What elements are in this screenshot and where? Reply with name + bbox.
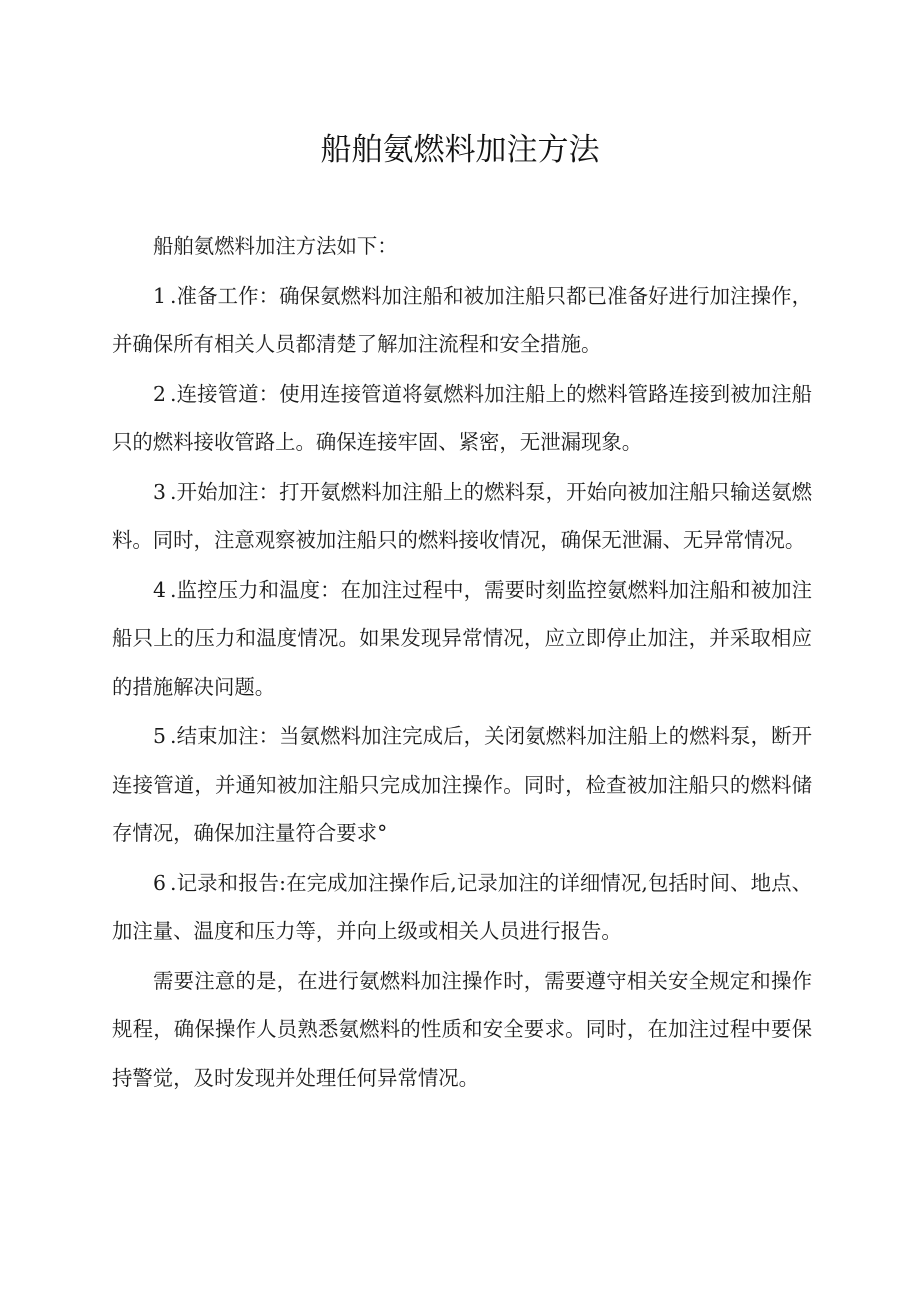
step-number: 3 [153, 479, 166, 504]
step-paragraph-6 [112, 859, 812, 956]
document-title: 船舶氨燃料加注方法 [320, 132, 600, 168]
step-paragraph-5 [112, 712, 812, 858]
intro-paragraph: 船舶氨燃料加注方法如下： [153, 234, 398, 258]
step-number: 2 [153, 381, 166, 406]
step-text: .连接管道：使用连接管道将氨燃料加注船上的燃料管路连接到被加注船只的燃料接收管路上。确保连接牢固、紧密，无泄漏现象。 [112, 381, 812, 454]
step-paragraph-3 [112, 468, 812, 565]
step-paragraph-2 [112, 370, 812, 467]
step-text: .准备工作：确保氨燃料加注船和被加注船只都已准备好进行加注操作，并确保所有相关人员都清楚了解加注流程和安全措施。 [112, 283, 812, 356]
step-paragraph-4 [112, 566, 812, 712]
step-paragraph-1 [112, 272, 812, 369]
document-body [112, 222, 812, 1103]
step-text: .记录和报告:在完成加注操作后,记录加注的详细情况,包括时间、地点、加注量、温度和压力等，并向上级或相关人员进行报告。 [112, 870, 812, 943]
step-text: .监控压力和温度：在加注过程中，需要时刻监控氨燃料加注船和被加注船只上的压力和温度情况。如果发现异常情况，应立即停止加注，并采取相应的措施解决问题。 [112, 577, 812, 699]
step-number: 4 [153, 577, 166, 602]
step-number: 6 [153, 870, 166, 895]
conclusion-paragraph: 需要注意的是，在进行氨燃料加注操作时，需要遵守相关安全规定和操作规程，确保操作人员熟悉氨燃料的性质和安全要求。同时，在加注过程中要保持警觉，及时发现并处理任何异常情况。 [112, 968, 812, 1090]
step-text: .开始加注：打开氨燃料加注船上的燃料泵，开始向被加注船只输送氨燃料。同时，注意观察被加注船只的燃料接收情况，确保无泄漏、无异常情况。 [112, 479, 812, 552]
step-text: .结束加注：当氨燃料加注完成后，关闭氨燃料加注船上的燃料泵，断开连接管道，并通知被加注船只完成加注操作。同时，检查被加注船只的燃料储存情况，确保加注量符合要求° [112, 724, 812, 845]
step-number: 5 [153, 724, 166, 748]
step-number: 1 [153, 283, 166, 308]
